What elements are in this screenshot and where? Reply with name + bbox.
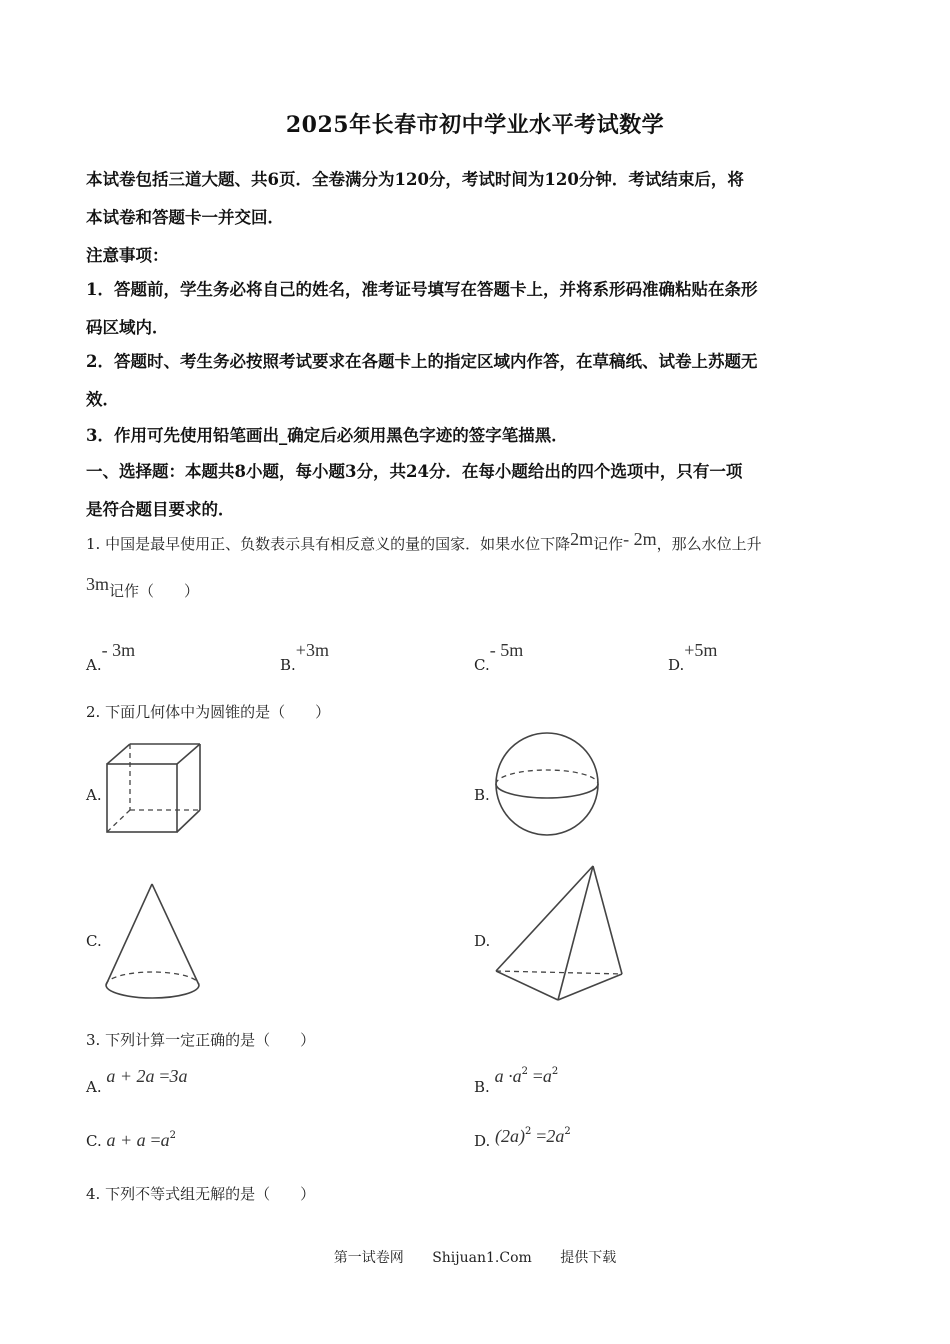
cube-figure (104, 742, 204, 836)
q3-option-c-rhs-exp: 2 (169, 1130, 176, 1141)
q1-text-c: ，那么水位上升 (656, 535, 762, 553)
q3-option-a-label: A. (86, 1078, 102, 1096)
footer-download-text: 提供下载 (560, 1250, 617, 1266)
question-4-text: 4. 下列不等式组无解的是（ ） (86, 1185, 316, 1203)
sphere-figure (493, 732, 601, 836)
q1-math-b: - 2m (623, 529, 657, 549)
footer-site-url[interactable]: Shijuan1.Com (432, 1250, 532, 1266)
question-1-line-2 (86, 574, 200, 601)
q1-text-d: 记作（ ） (109, 582, 200, 600)
footer-site-name: 第一试卷网 (333, 1250, 404, 1266)
q3-option-d-eq: = (536, 1126, 547, 1146)
q3-option-d-rhs: 2a (546, 1126, 565, 1146)
q3-option-b-eq: = (532, 1066, 543, 1086)
q3-option-d-label: D. (474, 1132, 491, 1150)
q2-option-d-label[interactable]: D. (474, 932, 491, 950)
question-3-text: 3. 下列计算一定正确的是（ ） (86, 1031, 316, 1049)
notice-2-line-2: 效． (86, 390, 119, 409)
q1-option-c[interactable] (474, 640, 524, 674)
q1-text-b: 记作 (593, 535, 624, 553)
q3-option-d-lhs: (2a) (495, 1126, 526, 1146)
section-1-heading-line-2: 是符合题目要求的． (86, 500, 235, 519)
q1-option-d[interactable] (668, 640, 718, 674)
cone-figure (104, 882, 202, 1002)
page-title: 2025年长春市初中学业水平考试数学 (285, 112, 665, 138)
q3-option-c-label: C. (86, 1132, 102, 1150)
q1-option-c-value: - 5m (489, 640, 524, 660)
page-footer (0, 1247, 950, 1267)
intro-line-1: 本试卷包括三道大题、共6页．全卷满分为120分，考试时间为120分钟．考试结束后，将 (86, 170, 744, 189)
q3-option-b[interactable] (474, 1066, 559, 1096)
q1-option-b-value: +3m (295, 640, 329, 660)
q1-option-d-value: +5m (684, 640, 718, 660)
q3-option-b-lhs: a ·a (494, 1066, 522, 1086)
notice-3: 3．作用可先使用铅笔画出_确定后必须用黑色字迹的签字笔描黑． (86, 426, 568, 445)
q3-option-a[interactable] (86, 1066, 188, 1096)
q1-option-d-label: D. (668, 656, 685, 674)
q1-option-a[interactable] (86, 640, 136, 674)
intro-line-2: 本试卷和答题卡一并交回． (86, 208, 284, 227)
q3-option-a-eq: = (159, 1066, 170, 1086)
q1-option-c-label: C. (474, 656, 490, 674)
q3-option-b-lhs-exp: 2 (521, 1066, 528, 1077)
question-2-text: 2. 下面几何体中为圆锥的是（ ） (86, 703, 331, 721)
q3-option-c-lhs: a + a (106, 1130, 146, 1150)
q2-option-c-label[interactable]: C. (86, 932, 102, 950)
q1-option-a-value: - 3m (101, 640, 136, 660)
q3-option-c-eq: = (150, 1130, 161, 1150)
section-1-heading-line-1: 一、选择题：本题共8小题，每小题3分，共24分．在每小题给出的四个选项中，只有一项 (86, 462, 743, 481)
q2-option-a-label[interactable]: A. (86, 786, 102, 804)
q3-option-a-rhs: 3a (169, 1066, 188, 1086)
notice-1-line-2: 码区域内． (86, 318, 169, 337)
q3-option-c[interactable] (86, 1130, 176, 1151)
q1-option-b[interactable] (280, 640, 329, 674)
q3-option-c-rhs: a (160, 1130, 170, 1150)
q1-option-a-label: A. (86, 656, 102, 674)
q3-option-d-rhs-exp: 2 (564, 1126, 571, 1137)
q1-math-a: 2m (570, 529, 594, 549)
q3-option-b-rhs-exp: 2 (551, 1066, 559, 1077)
question-1-line-1 (86, 529, 762, 554)
q1-text-a: 1. 中国是最早使用正、负数表示具有相反意义的量的国家．如果水位下降 (86, 535, 571, 553)
q1-option-b-label: B. (280, 656, 296, 674)
q1-math-c: 3m (86, 574, 110, 594)
q3-option-d[interactable] (474, 1126, 571, 1150)
q3-option-a-lhs: a + 2a (106, 1066, 155, 1086)
q3-option-b-rhs: a (542, 1066, 552, 1086)
q3-option-d-lhs-exp: 2 (525, 1126, 532, 1137)
pyramid-figure (493, 864, 625, 1004)
q3-option-b-label: B. (474, 1078, 490, 1096)
notice-heading: 注意事项： (86, 246, 169, 265)
notice-2-line-1: 2．答题时、考生务必按照考试要求在各题卡上的指定区域内作答，在草稿纸、试卷上苏题无 (86, 352, 758, 371)
notice-1-line-1: 1．答题前，学生务必将自己的姓名，准考证号填写在答题卡上，并将系形码准确粘贴在条形 (86, 280, 758, 299)
q2-option-b-label[interactable]: B. (474, 786, 490, 804)
